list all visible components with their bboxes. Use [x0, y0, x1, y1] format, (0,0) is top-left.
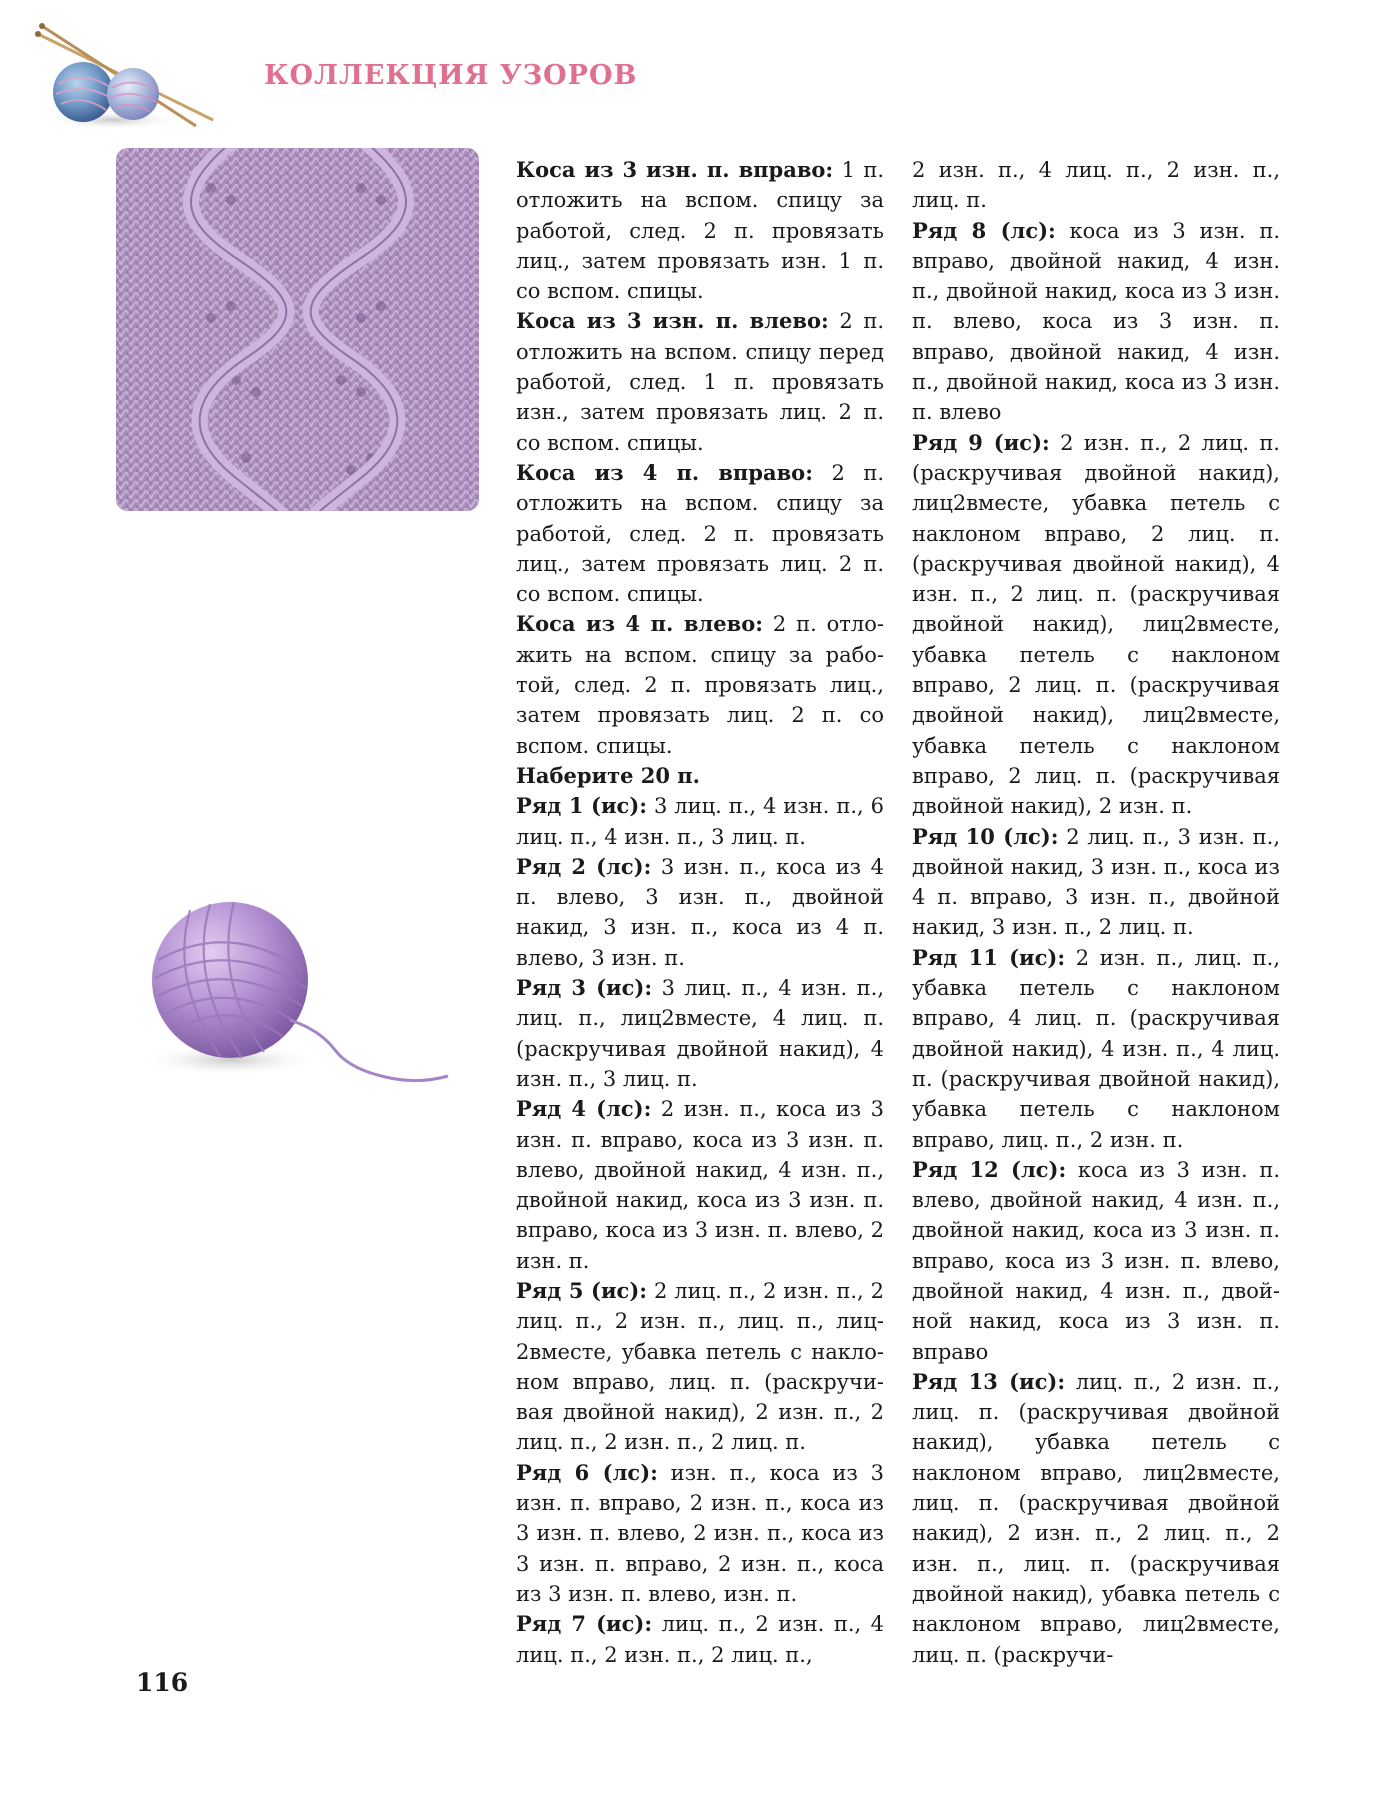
- instructions-column-right: [912, 155, 1280, 1670]
- text: 2 п. отложить на вспом. спицу за работой, след. 2 п. провязать лиц., затем провязать лиц. 2 п. со вспом. спицы.: [516, 460, 884, 607]
- text: 2 лиц. п., 3 изн. п., двойной накид, 3 изн. п., коса из 4 п. вправо, 3 изн. п., двойной накид, 3 изн. п., 2 лиц. п.: [912, 824, 1280, 940]
- label: Коса из 3 изн. п. вправо:: [516, 157, 834, 182]
- paragraph: [516, 458, 884, 609]
- page-number: 116: [136, 1668, 189, 1697]
- text: 2 п. отложить на вспом. спицу перед работой, след. 1 п. провязать изн., затем провязать лиц. 2 п. со вспом. спицы.: [516, 309, 884, 455]
- paragraph: [516, 1458, 884, 1609]
- label: Коса из 3 изн. п. влево:: [516, 308, 829, 334]
- paragraph: [912, 1155, 1280, 1367]
- text: 2 изн. п., 4 лиц. п., 2 изн. п., лиц. п.: [912, 158, 1280, 213]
- label: Ряд 9 (ис):: [912, 429, 1050, 455]
- text: 3 лиц. п., 4 изн. п., лиц. п., лиц2вместе, 4 лиц. п. (раскручивая двойной накид), 4 изн. п., 3 лиц. п.: [516, 976, 885, 1091]
- paragraph: [912, 428, 1280, 822]
- paragraph: [516, 973, 884, 1094]
- label: Ряд 12 (лс):: [912, 1156, 1067, 1182]
- paragraph: [516, 609, 884, 760]
- text: лиц. п., 2 изн. п., 4 лиц. п., 2 изн. п., 2 лиц. п.,: [516, 1612, 885, 1667]
- section-title: КОЛЛЕКЦИЯ УЗОРОВ: [264, 60, 638, 91]
- instructions-column-left: [516, 155, 884, 1670]
- knitting-needles-yarn-icon: [28, 22, 228, 132]
- yarn-ball-icon: [130, 880, 450, 1100]
- text: 3 лиц. п., 4 изн. п., 6 лиц. п., 4 изн. п., 3 лиц. п.: [516, 794, 884, 849]
- paragraph: [912, 216, 1280, 428]
- label: Ряд 7 (ис):: [516, 1611, 653, 1637]
- text: изн. п., коса из 3 изн. п. вправо, 2 изн. п., коса из 3 изн. п. влево, 2 изн. п., коса из 3 изн. п. вправо, 2 изн. п., коса из 3 изн. п. влево, изн. п.: [516, 1460, 884, 1606]
- paragraph: [912, 943, 1280, 1155]
- paragraph: [516, 852, 884, 973]
- paragraph: [912, 822, 1280, 943]
- text: 2 лиц. п., 2 изн. п., 2 лиц. п., 2 изн. п., лиц. п., лиц2вместе, убавка петель с наклоном вправо, лиц. п. (раскручивая двойной накид), 2 изн. п., 2 лиц. п., 2 изн. п., 2 лиц. п.: [516, 1278, 884, 1455]
- paragraph: [516, 1094, 884, 1276]
- text: коса из 3 изн. п. вправо, двойной накид, 4 изн. п., двойной накид, коса из 3 изн. п. влево, коса из 3 изн. п. вправо, двойной накид, 4 изн. п., двойной накид, коса из 3 изн. п. влево: [912, 218, 1280, 425]
- paragraph: [516, 1609, 884, 1670]
- paragraph: [516, 155, 884, 306]
- paragraph: [516, 306, 884, 457]
- text: 2 п. отложить на вспом. спицу за работой, след. 2 п. провязать лиц., затем провязать лиц. 2 п. со вспом. спицы.: [516, 612, 884, 758]
- paragraph: [912, 1367, 1280, 1670]
- label: Ряд 11 (ис):: [912, 944, 1066, 970]
- label: Ряд 8 (лс):: [912, 217, 1056, 243]
- paragraph: [516, 1276, 884, 1458]
- label: Ряд 2 (лс):: [516, 853, 652, 879]
- label: Ряд 6 (лс):: [516, 1459, 658, 1485]
- label: Коса из 4 п. вправо:: [516, 459, 813, 485]
- text: 2 изн. п., коса из 3 изн. п. вправо, коса из 3 изн. п. влево, двойной накид, 4 изн. п., двойной накид, коса из 3 изн. п. вправо, коса из 3 изн. п. влево, 2 изн. п.: [516, 1097, 884, 1273]
- knitting-swatch-image: [116, 148, 479, 511]
- text: 1 п. отложить на вспом. спицу за работой, след. 2 п. провязать лиц., затем провязать изн. 1 п. со вспом. спицы.: [516, 158, 885, 304]
- text: лиц. п., 2 изн. п., лиц. п. (раскручивая двойной накид), убавка петель с наклоном вправо, лиц2вместе, лиц. п. (раскручивая двойной накид), 2 изн. п., 2 лиц. п., 2 изн. п., лиц. п. (раскручивая двойной накид), убавка петель с наклоном вправо, лиц2вместе, лиц. п. (раскручи-: [912, 1369, 1280, 1667]
- paragraph: [912, 155, 1280, 216]
- text: коса из 3 изн. п. влево, двойной накид, 4 изн. п., двойной накид, коса из 3 изн. п. вправо, коса из 3 изн. п. влево, двойной накид, 4 изн. п., двойной накид, коса из 3 изн. п. вправо: [912, 1157, 1280, 1364]
- label: Ряд 10 (лс):: [912, 823, 1059, 849]
- paragraph: [516, 791, 884, 852]
- label: Ряд 5 (ис):: [516, 1277, 648, 1303]
- text: 2 изн. п., лиц. п., убавка петель с наклоном вправо, 4 лиц. п. (раскручивая двойной накид), 4 изн. п., 4 лиц. п. (раскручивая двойной накид), убавка петель с наклоном вправо, лиц. п., 2 изн. п.: [912, 945, 1280, 1152]
- label: Ряд 3 (ис):: [516, 975, 653, 1001]
- label: Ряд 1 (ис):: [516, 793, 648, 819]
- text: 2 изн. п., 2 лиц. п. (раскручивая двойной накид), лиц2вместе, убавка петель с наклоном вправо, 2 лиц. п. (раскручивая двойной накид), 4 изн. п., 2 лиц. п. (раскручивая двойной накид), лиц2вместе, убавка петель с наклоном вправо, 2 лиц. п. (раскручивая двойной накид), лиц2вместе, убавка петель с наклоном вправо, 2 лиц. п. (раскручивая двойной накид), 2 изн. п.: [912, 430, 1280, 819]
- text: 3 изн. п., коса из 4 п. влево, 3 изн. п., двойной накид, 3 изн. п., коса из 4 п. влево, 3 изн. п.: [516, 854, 884, 970]
- label: Коса из 4 п. влево:: [516, 611, 763, 637]
- label: Ряд 13 (ис):: [912, 1368, 1066, 1394]
- label: Наберите 20 п.: [516, 762, 700, 788]
- paragraph: [516, 761, 884, 791]
- label: Ряд 4 (лс):: [516, 1096, 652, 1122]
